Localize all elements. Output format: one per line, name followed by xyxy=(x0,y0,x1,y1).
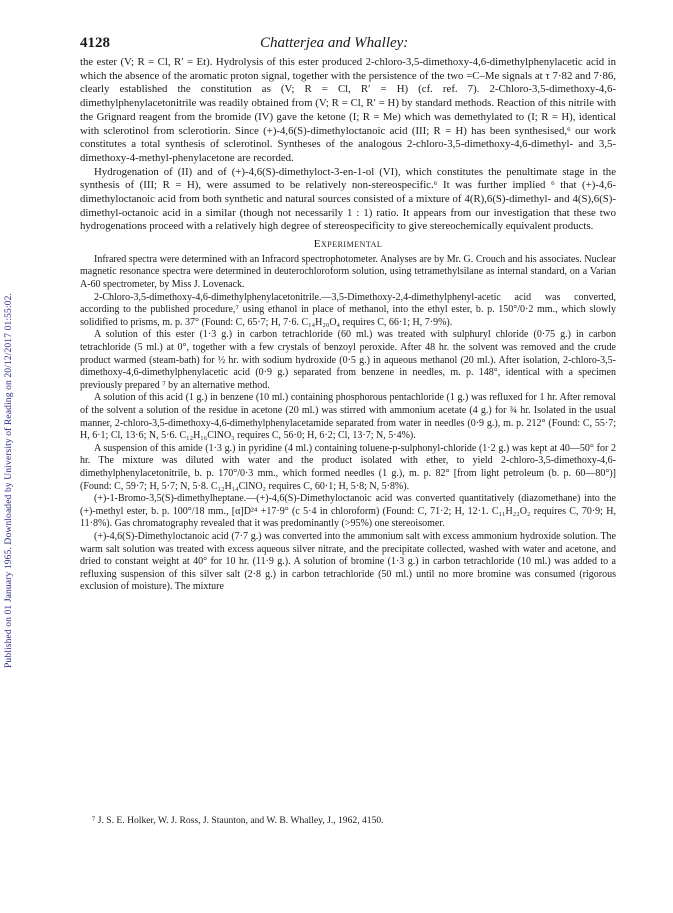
paragraph: Infrared spectra were determined with an Infracord spectrophotometer. Analyses are by Mr. G. Crouch and his associates. Nuclear magnetic resonance spectra were determined in deuterochloroform solution, using tetramethylsilane as internal standard, on a Varian A-60 spectrometer, by Miss J. Lovenack. xyxy=(80,253,616,291)
paragraph: (+)-4,6(S)-Dimethyloctanoic acid (7·7 g.) was converted into the ammonium salt with excess ammonium hydroxide solution. The warm salt solution was treated with excess aqueous silver nitrate, and the precipitate collected, washed with water and acetone, and dried to constant weight at 40° for 10 hr. (11·9 g.). A solution of bromine (1·3 g.) in carbon tetrachloride (10 ml.) was added to a refluxing suspension of this silver salt (2·8 g.) in carbon tetrachloride (50 ml.) until no more bromine was consumed (rigorous exclusion of moisture). The mixture xyxy=(80,530,616,593)
paragraph: A suspension of this amide (1·3 g.) in pyridine (4 ml.) containing toluene-p-sulphonyl-chloride (1·2 g.) was kept at 40—50° for 2 hr. The mixture was diluted with water and the product isolated with ether, to yield 2-chloro-3,5-dimethoxy-4,6-dimethylphenylacetonitrile, b. p. 170°/0·3 mm., which formed needles (1 g.), m. p. 82° [from light petroleum (b. p. 60—80°)] (Found: C, 59·7; H, 5·7; N, 5·8. C₁₂H₁₄ClNO₂ requires C, 60·1; H, 5·8; N, 5·8%). xyxy=(80,442,616,492)
download-notice xyxy=(0,150,20,810)
paragraph: (+)-1-Bromo-3,5(S)-dimethylheptane.—(+)-4,6(S)-Dimethyloctanoic acid was converted quantitatively (diazomethane) into the (+)-methyl ester, b. p. 100°/18 mm., [α]D²⁴ +17·9° (c 5·4 in chloroform) (Found: C, 71·2; H, 12·1. C₁₁H₂₂O₂ requires C, 70·9; H, 11·8%). Gas chromatography revealed that it was predominantly (>95%) one stereoisomer. xyxy=(80,493,616,530)
download-notice-text: Published on 01 January 1965. Downloaded by University of Reading on 20/12/2017 01:55:02. xyxy=(3,292,15,668)
section-heading: Experimental xyxy=(313,238,383,251)
running-header xyxy=(80,35,620,55)
article-body xyxy=(80,56,616,594)
paragraph: A solution of this acid (1 g.) in benzene (10 ml.) containing phosphorous pentachloride (1 g.) was refluxed for 1 hr. After removal of the solvent a solution of the residue in acetone (20 ml.) was stirred with ammonium acetate (4 g.) for ¾ hr. Isolated in the usual manner, 2-chloro-3,5-dimethoxy-4,6-dimethylphenylacetamide separated from water in needles (0·9 g.), m. p. 212° (Found: C, 55·7; H, 6·1; Cl, 13·6; N, 5·6. C₁₂H₁₆ClNO₃ requires C, 56·0; H, 6·2; Cl, 13·7; N, 5·4%). xyxy=(80,392,616,442)
experimental-section xyxy=(80,254,616,594)
running-authors: Chatterjea and Whalley: xyxy=(260,35,409,51)
paragraph: Hydrogenation of (II) and of (+)-4,6(S)-dimethyloct-3-en-1-ol (VI), which constitutes the penultimate stage in the synthesis of (III; R = H), were assumed to be relatively non-stereospecific.⁶ It was further implied ⁶ that (+)-4,6-dimethyloctanoic acid from both synthetic and natural sources consisted of a mixture of 4(R),6(S)-dimethyl- and 4(S),6(S)-dimethyl-octanoic acid in a similar (though not necessarily 1 : 1) ratio. It appears from our investigation that these two hydrogenations proceed with a relatively high degree of stereospecificity to give stereochemically equivalent products. xyxy=(80,165,616,233)
page-number: 4128 xyxy=(80,35,110,51)
paragraph: the ester (V; R = Cl, R′ = Et). Hydrolysis of this ester produced 2-chloro-3,5-dimethoxy-4,6-dimethylphenylacetic acid in which the absence of the aromatic proton signal, together with the persistence of the two =C–Me signals at τ 7·82 and 7·86, clearly established the constitution as (V; R = Cl, R′ = H) (cf. ref. 7). 2-Chloro-3,5-dimethoxy-4,6-dimethylphenylacetonitrile was readily obtained from (V; R = Cl, R′ = H) by standard methods. Reaction of this nitrile with the Grignard reagent from the bromide (IV) gave the ketone (I; R = Me) which was demethylated to (I; R = H), identical with sclerotinol from sclerotiorin. Since (+)-4,6(S)-dimethyloctanoic acid (III; R = H) has been synthesised,⁶ our work constitutes a total synthesis of sclerotinol. Syntheses of the analogous 2-chloro-3,5-dimethoxy-4,6-dimethyl- and 3,5-dimethoxy-4-methyl-phenylacetone are recorded. xyxy=(80,56,616,164)
footnote: ⁷ J. S. E. Holker, W. J. Ross, J. Staunton, and W. B. Whalley, J., 1962, 4150. xyxy=(92,815,384,826)
paragraph: A solution of this ester (1·3 g.) in carbon tetrachloride (60 ml.) was treated with sulphuryl chloride (0·75 g.) in carbon tetrachloride (5 ml.) at 0°, together with a few crystals of benzoyl peroxide. After 48 hr. the solvent was removed and the crude product warmed (steam-bath) for ½ hr. with sodium hydroxide (0·5 g.) in aqueous methanol (20 ml.). After isolation, 2-chloro-3,5-dimethoxy-4,6-dimethylphenylacetic acid (0·9 g.) separated from benzene in needles, m. p. 148°, identical with a specimen previously prepared ⁷ by an alternative method. xyxy=(80,329,616,391)
paragraph: 2-Chloro-3,5-dimethoxy-4,6-dimethylphenylacetonitrile.—3,5-Dimethoxy-2,4-dimethylphenyl-acetic acid was converted, according to the published procedure,⁷ using ethanol in place of methanol, into the ethyl ester, b. p. 150°/0·2 mm., which slowly solidified to prisms, m. p. 37° (Found: C, 65·7; H, 7·6. C₁₄H₂₀O₄ requires C, 66·1; H, 7·9%). xyxy=(80,291,616,328)
